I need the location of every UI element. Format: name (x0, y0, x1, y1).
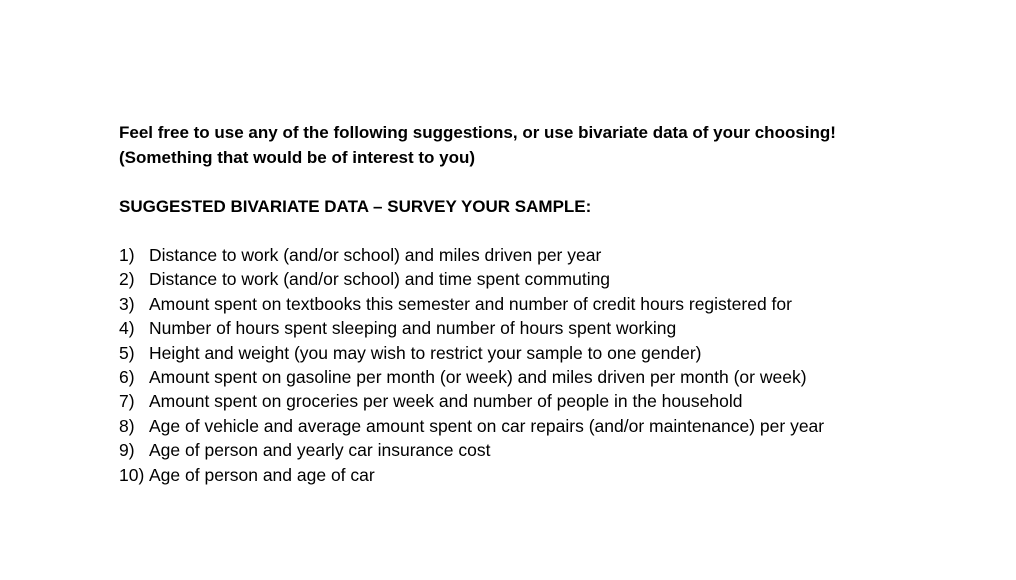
list-item-number: 8) (119, 415, 135, 436)
list-item (119, 292, 979, 316)
list-item-text: Height and weight (you may wish to restrict your sample to one gender) (149, 342, 702, 363)
list-item-number: 10) (119, 464, 145, 485)
list-item-text: Number of hours spent sleeping and number of hours spent working (149, 318, 677, 339)
list-item (119, 389, 979, 413)
list-item-text: Age of vehicle and average amount spent on car repairs (and/or maintenance) per year (149, 415, 825, 436)
list-item-number: 2) (119, 269, 135, 290)
list-item-text: Distance to work (and/or school) and time spent commuting (149, 269, 611, 290)
list-item (119, 267, 979, 291)
list-item (119, 365, 979, 389)
list-item-number: 6) (119, 367, 135, 388)
list-item-text: Amount spent on gasoline per month (or week) and miles driven per month (or week) (149, 367, 807, 388)
intro-line-2: (Something that would be of interest to you) (119, 147, 476, 167)
list-item-number: 9) (119, 440, 135, 461)
suggestion-list (119, 243, 979, 487)
list-item (119, 414, 979, 438)
list-item-number: 7) (119, 391, 135, 412)
list-item-number: 3) (119, 293, 135, 314)
document-content (119, 121, 979, 487)
list-item-number: 5) (119, 342, 135, 363)
intro-line-1: Feel free to use any of the following suggestions, or use bivariate data of your choosing! (119, 123, 836, 142)
list-item (119, 316, 979, 340)
list-item-text: Distance to work (and/or school) and miles driven per year (149, 245, 602, 265)
list-item (119, 341, 979, 365)
list-item-text: Amount spent on groceries per week and number of people in the household (149, 391, 743, 412)
list-item (119, 438, 979, 462)
section-heading: SUGGESTED BIVARIATE DATA – SURVEY YOUR SAMPLE: (119, 196, 592, 216)
list-item-number: 4) (119, 318, 135, 339)
list-item (119, 463, 979, 487)
list-item-text: Age of person and yearly car insurance cost (149, 440, 491, 461)
list-item (119, 243, 979, 267)
list-item-number: 1) (119, 245, 135, 265)
list-item-text: Amount spent on textbooks this semester and number of credit hours registered for (149, 293, 792, 314)
list-item-text: Age of person and age of car (149, 464, 375, 485)
